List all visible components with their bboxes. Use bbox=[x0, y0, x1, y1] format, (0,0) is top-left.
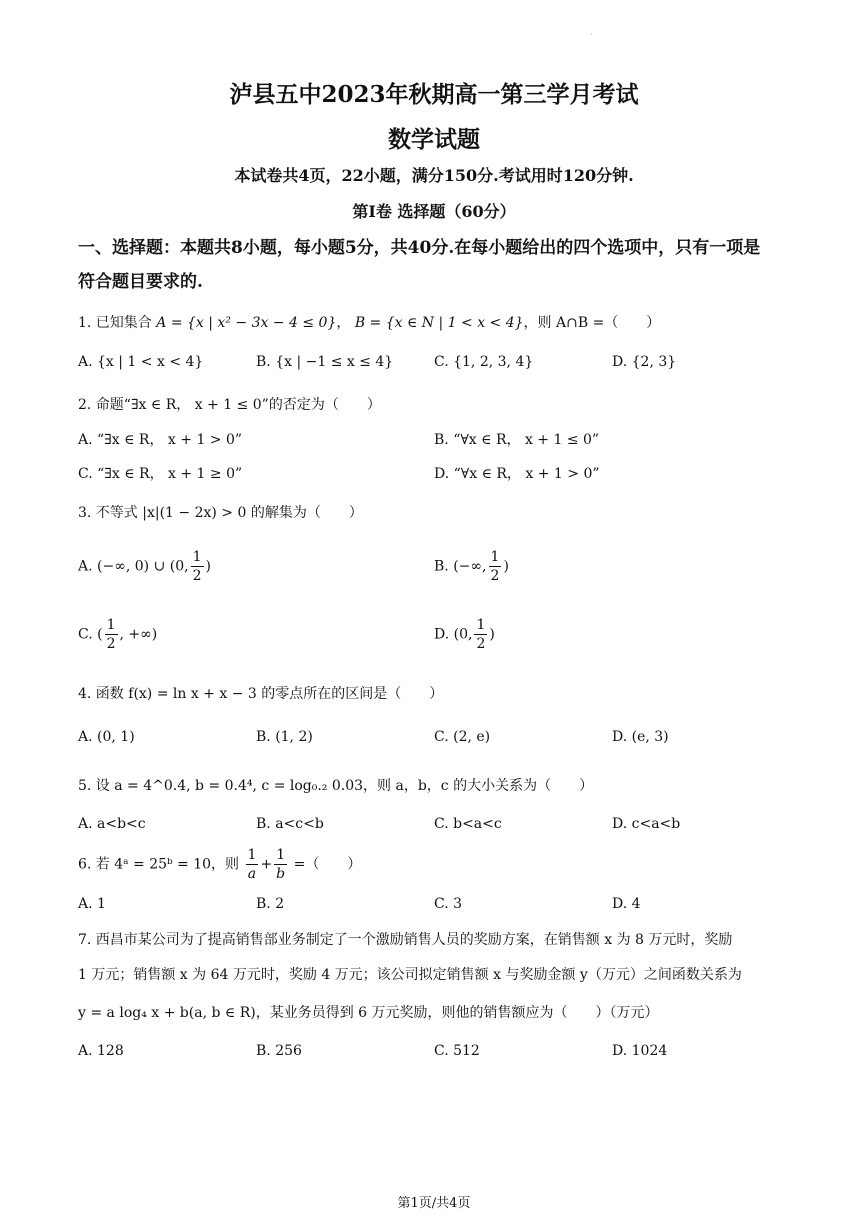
fraction-denominator: 2 bbox=[476, 636, 486, 652]
q3-option-b bbox=[434, 548, 509, 585]
q3-option-a-fraction bbox=[191, 548, 204, 585]
q6-stem-a: 6. 若 4ᵃ = 25ᵇ = 10，则 bbox=[78, 856, 240, 873]
q7-option-b: B. 256 bbox=[256, 1043, 302, 1059]
q3-option-c-interval: , +∞) bbox=[119, 626, 158, 643]
section-heading-line2: 符合题目要求的. bbox=[78, 272, 203, 292]
fraction-denominator: b bbox=[276, 866, 286, 882]
q4-stem: 4. 函数 f(x) = ln x + x − 3 的零点所在的区间是（ ） bbox=[78, 686, 444, 702]
q3-option-a-close: ) bbox=[205, 558, 211, 575]
q5-stem: 5. 设 a = 4^0.4, b = 0.4⁴, c = log₀.₂ 0.03，则 a，b，c 的大小关系为（ ） bbox=[78, 778, 594, 794]
q1-stem-a: 1. 已知集合 bbox=[78, 315, 152, 331]
q6-plus: + bbox=[260, 856, 273, 873]
fraction-numerator: 1 bbox=[247, 847, 257, 863]
fraction-denominator: 2 bbox=[106, 636, 116, 652]
q3-option-b-interval: (−∞, bbox=[453, 558, 487, 575]
scan-dot: · bbox=[590, 30, 593, 39]
fraction-denominator: 2 bbox=[192, 568, 202, 584]
q3-option-d bbox=[434, 616, 495, 653]
q3-option-b-fraction bbox=[489, 548, 502, 585]
q2-stem: 2. 命题“∃x ∈ R， x + 1 ≤ 0”的否定为（ ） bbox=[78, 397, 381, 413]
subject-title: 数学试题 bbox=[388, 126, 480, 153]
q3-option-c-open: ( bbox=[97, 626, 103, 643]
q3-option-a-label: A. bbox=[78, 558, 93, 575]
q6-option-b: B. 2 bbox=[256, 896, 285, 912]
q1-option-d: D. {2, 3} bbox=[612, 354, 677, 370]
q2-option-a: A. “∃x ∈ R， x + 1 > 0” bbox=[78, 432, 243, 448]
fraction-denominator: 2 bbox=[490, 568, 500, 584]
q6-stem bbox=[78, 846, 361, 883]
exam-title: 泸县五中2023年秋期高一第三学月考试 bbox=[229, 81, 639, 108]
q4-option-d: D. (e, 3) bbox=[612, 729, 669, 745]
q2-option-d: D. “∀x ∈ R， x + 1 > 0” bbox=[434, 466, 600, 482]
q7-line1: 7. 西昌市某公司为了提高销售部业务制定了一个激励销售人员的奖励方案，在销售额 x 为 8 万元时，奖励 bbox=[78, 932, 733, 948]
q7-option-c: C. 512 bbox=[434, 1043, 480, 1059]
q3-option-c bbox=[78, 616, 157, 653]
q5-option-c: C. b<a<c bbox=[434, 816, 502, 832]
q1-option-b: B. {x | −1 ≤ x ≤ 4} bbox=[256, 354, 394, 370]
fraction-denominator: a bbox=[247, 866, 257, 882]
fraction-numerator: 1 bbox=[476, 617, 486, 633]
q7-option-a: A. 128 bbox=[78, 1043, 124, 1059]
q2-option-c: C. “∃x ∈ R， x + 1 ≥ 0” bbox=[78, 466, 243, 482]
q6-option-d: D. 4 bbox=[612, 896, 641, 912]
section-heading-line1: 一、选择题：本题共8小题，每小题5分，共40分.在每小题给出的四个选项中，只有一项是 bbox=[78, 238, 761, 258]
q1-option-a: A. {x | 1 < x < 4} bbox=[78, 354, 204, 370]
q3-option-d-close: ) bbox=[489, 626, 495, 643]
q6-fraction-1-over-b bbox=[274, 846, 287, 883]
q5-option-b: B. a<c<b bbox=[256, 816, 324, 832]
q3-option-d-interval: (0, bbox=[453, 626, 473, 643]
q3-option-a bbox=[78, 548, 211, 585]
q3-stem: 3. 不等式 |x|(1 − 2x) > 0 的解集为（ ） bbox=[78, 505, 363, 521]
q1-set-b: B = {x ∈ N | 1 < x < 4} bbox=[354, 315, 524, 331]
q1-stem-b: ，则 bbox=[523, 315, 552, 331]
q4-option-b: B. (1, 2) bbox=[256, 729, 313, 745]
fraction-numerator: 1 bbox=[276, 847, 286, 863]
q4-option-c: C. (2, e) bbox=[434, 729, 491, 745]
q3-option-a-interval: (−∞, 0) ∪ (0, bbox=[97, 558, 189, 575]
q2-option-b: B. “∀x ∈ R， x + 1 ≤ 0” bbox=[434, 432, 600, 448]
q7-line2: 1 万元；销售额 x 为 64 万元时，奖励 4 万元；该公司拟定销售额 x 与奖励金额 y（万元）之间函数关系为 bbox=[78, 967, 742, 983]
part-heading: 第I卷 选择题（60分） bbox=[352, 202, 516, 221]
q1-stem bbox=[78, 312, 660, 332]
q5-option-d: D. c<a<b bbox=[612, 816, 681, 832]
exam-info: 本试卷共4页，22小题，满分150分.考试用时120分钟. bbox=[234, 166, 634, 185]
fraction-numerator: 1 bbox=[192, 549, 202, 565]
fraction-numerator: 1 bbox=[490, 549, 500, 565]
q6-fraction-1-over-a bbox=[246, 846, 259, 883]
q5-option-a: A. a<b<c bbox=[78, 816, 146, 832]
page-number-footer: 第1页/共4页 bbox=[397, 1196, 471, 1211]
q3-option-b-label: B. bbox=[434, 558, 449, 575]
q1-set-a: A = {x | x² − 3x − 4 ≤ 0} bbox=[156, 315, 337, 331]
q3-option-c-label: C. bbox=[78, 626, 93, 643]
q3-option-d-label: D. bbox=[434, 626, 450, 643]
q3-option-c-fraction bbox=[105, 616, 118, 653]
q3-option-d-fraction bbox=[474, 616, 487, 653]
q1-ask: A∩B =（ ） bbox=[556, 315, 661, 331]
q1-option-c: C. {1, 2, 3, 4} bbox=[434, 354, 534, 370]
q6-option-c: C. 3 bbox=[434, 896, 463, 912]
q3-option-b-close: ) bbox=[503, 558, 509, 575]
fraction-numerator: 1 bbox=[106, 617, 116, 633]
q7-line3: y = a log₄ x + b(a, b ∈ R)，某业务员得到 6 万元奖励，则他的销售额应为（ ）（万元） bbox=[78, 1005, 659, 1021]
q4-option-a: A. (0, 1) bbox=[78, 729, 135, 745]
q6-option-a: A. 1 bbox=[78, 896, 106, 912]
q1-sep: ， bbox=[336, 315, 351, 331]
q7-option-d: D. 1024 bbox=[612, 1043, 668, 1059]
q6-stem-b: =（ ） bbox=[293, 856, 362, 873]
